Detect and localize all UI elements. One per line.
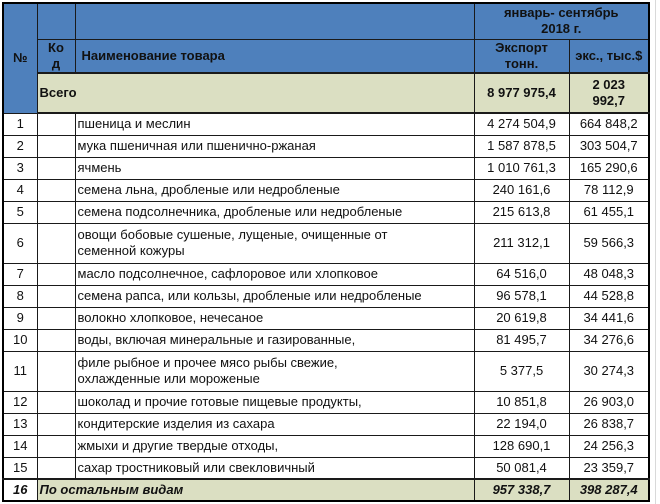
table-row <box>3 223 649 263</box>
table-row <box>3 329 649 351</box>
usd-cell: 59 566,3 <box>569 223 649 263</box>
table-row <box>3 457 649 479</box>
table-row <box>3 391 649 413</box>
usd-cell: 24 256,3 <box>569 435 649 457</box>
product-name-cell: воды, включая минеральные и газированные, <box>75 329 474 351</box>
usd-cell: 30 274,3 <box>569 351 649 391</box>
code-cell <box>37 157 75 179</box>
code-cell <box>37 201 75 223</box>
product-name-cell: ячмень <box>75 157 474 179</box>
row-number-cell: 8 <box>3 285 37 307</box>
row-number-cell: 12 <box>3 391 37 413</box>
tons-cell: 20 619,8 <box>474 307 569 329</box>
table-row <box>3 201 649 223</box>
tons-cell: 957 338,7 <box>474 479 569 501</box>
product-name-cell: семена льна, дробленые или недробленые <box>75 179 474 201</box>
table-row <box>3 179 649 201</box>
product-name-text: филе рыбное и прочее мясо рыбы свежие, охлажденные или мороженые <box>77 355 338 386</box>
code-header-cell <box>37 39 75 73</box>
product-name-cell: семена рапса, или кользы, дробленые или недробленые <box>75 285 474 307</box>
usd-cell: 34 441,6 <box>569 307 649 329</box>
row-number-cell: 6 <box>3 223 37 263</box>
code-cell <box>37 457 75 479</box>
row-number-cell: 16 <box>3 479 37 501</box>
usd-header-cell: экс., тыс.$ <box>569 39 649 73</box>
code-cell <box>37 113 75 135</box>
period-header-cell <box>474 3 649 39</box>
product-name-text: овощи бобовые сушеные, лущеные, очищенные от семенной кожуры <box>77 227 388 258</box>
total-usd-cell <box>569 73 649 113</box>
background-gridline <box>655 0 656 504</box>
row-number-cell: 14 <box>3 435 37 457</box>
product-name-cell <box>75 351 474 391</box>
product-name-cell: масло подсолнечное, сафлоровое или хлопковое <box>75 263 474 285</box>
code-cell <box>37 179 75 201</box>
tons-header-text: Экспорт тонн. <box>495 39 548 71</box>
tons-header-cell <box>474 39 569 73</box>
tons-cell: 240 161,6 <box>474 179 569 201</box>
product-name-cell: кондитерские изделия из сахара <box>75 413 474 435</box>
product-name-cell: жмыхи и другие твердые отходы, <box>75 435 474 457</box>
header-row-columns <box>3 39 649 73</box>
product-name-cell: пшеница и меслин <box>75 113 474 135</box>
code-cell <box>37 135 75 157</box>
row-number-cell: 13 <box>3 413 37 435</box>
code-cell <box>37 329 75 351</box>
code-cell <box>37 307 75 329</box>
tons-cell: 128 690,1 <box>474 435 569 457</box>
row-number-cell: 10 <box>3 329 37 351</box>
name-header-cell: Наименование товара <box>75 39 474 73</box>
empty-header-cell-code <box>37 3 75 39</box>
usd-cell: 78 112,9 <box>569 179 649 201</box>
total-row <box>3 73 649 113</box>
code-cell <box>37 223 75 263</box>
tons-cell: 1 587 878,5 <box>474 135 569 157</box>
table-row <box>3 135 649 157</box>
usd-cell: 26 903,0 <box>569 391 649 413</box>
tons-cell: 211 312,1 <box>474 223 569 263</box>
row-number-cell: 1 <box>3 113 37 135</box>
period-header-text: январь- сентябрь 2018 г. <box>503 5 619 37</box>
table-row <box>3 351 649 391</box>
usd-cell: 398 287,4 <box>569 479 649 501</box>
code-cell <box>37 351 75 391</box>
row-number-cell: 3 <box>3 157 37 179</box>
code-cell <box>37 285 75 307</box>
empty-header-cell-name <box>75 3 474 39</box>
header-row-period <box>3 3 649 39</box>
other-kinds-label-cell: По остальным видам <box>37 479 474 501</box>
usd-cell: 61 455,1 <box>569 201 649 223</box>
tons-cell: 50 081,4 <box>474 457 569 479</box>
product-name-cell <box>75 223 474 263</box>
row-number-cell: 7 <box>3 263 37 285</box>
usd-cell: 34 276,6 <box>569 329 649 351</box>
tons-cell: 64 516,0 <box>474 263 569 285</box>
row-number-cell: 9 <box>3 307 37 329</box>
code-cell <box>37 413 75 435</box>
product-name-cell: шоколад и прочие готовые пищевые продукты, <box>75 391 474 413</box>
total-usd-text: 2 023 992,7 <box>592 77 626 108</box>
table-row <box>3 307 649 329</box>
other-kinds-row <box>3 479 649 501</box>
usd-cell: 48 048,3 <box>569 263 649 285</box>
table-row <box>3 113 649 135</box>
table-row <box>3 263 649 285</box>
total-label-cell: Всего <box>37 73 474 113</box>
tons-cell: 1 010 761,3 <box>474 157 569 179</box>
total-tons-cell: 8 977 975,4 <box>474 73 569 113</box>
usd-cell: 664 848,2 <box>569 113 649 135</box>
code-cell <box>37 263 75 285</box>
row-number-cell: 5 <box>3 201 37 223</box>
code-cell <box>37 435 75 457</box>
tons-cell: 4 274 504,9 <box>474 113 569 135</box>
tons-cell: 81 495,7 <box>474 329 569 351</box>
export-table <box>2 2 650 502</box>
table-row <box>3 435 649 457</box>
row-number-cell: 15 <box>3 457 37 479</box>
usd-cell: 44 528,8 <box>569 285 649 307</box>
row-number-cell: 11 <box>3 351 37 391</box>
tons-cell: 96 578,1 <box>474 285 569 307</box>
usd-cell: 23 359,7 <box>569 457 649 479</box>
row-number-cell: 4 <box>3 179 37 201</box>
table-row <box>3 157 649 179</box>
table-row <box>3 413 649 435</box>
tons-cell: 10 851,8 <box>474 391 569 413</box>
code-cell <box>37 391 75 413</box>
table-row <box>3 285 649 307</box>
row-number-cell: 2 <box>3 135 37 157</box>
usd-cell: 165 290,6 <box>569 157 649 179</box>
tons-cell: 22 194,0 <box>474 413 569 435</box>
code-header-text: Код <box>48 39 64 71</box>
product-name-cell: сахар тростниковый или свекловичный <box>75 457 474 479</box>
product-name-cell: мука пшеничная или пшенично-ржаная <box>75 135 474 157</box>
usd-cell: 26 838,7 <box>569 413 649 435</box>
usd-cell: 303 504,7 <box>569 135 649 157</box>
product-name-cell: семена подсолнечника, дробленые или недробленые <box>75 201 474 223</box>
no-header-cell: № <box>3 3 37 113</box>
tons-cell: 215 613,8 <box>474 201 569 223</box>
product-name-cell: волокно хлопковое, нечесаное <box>75 307 474 329</box>
tons-cell: 5 377,5 <box>474 351 569 391</box>
